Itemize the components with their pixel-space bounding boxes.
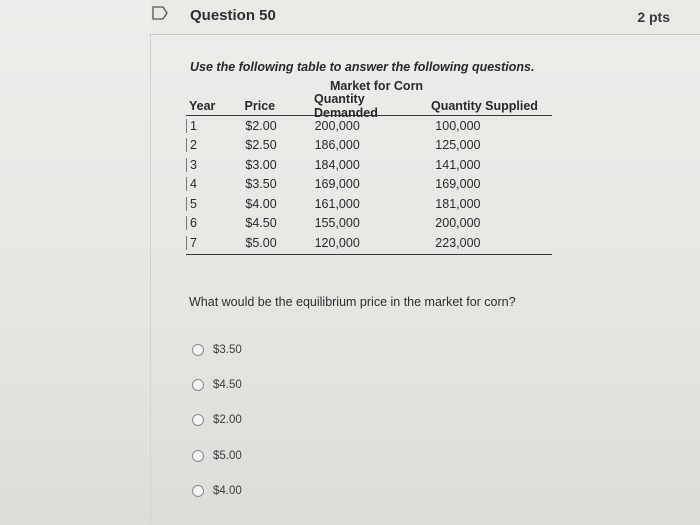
answer-option[interactable] — [192, 414, 242, 426]
answer-option[interactable] — [192, 450, 242, 462]
radio-button[interactable] — [192, 344, 204, 356]
question-title: Question 50 — [190, 7, 276, 24]
cell-year: 7 — [186, 236, 245, 250]
divider — [150, 34, 151, 525]
table-body — [186, 116, 552, 255]
cell-price: $3.00 — [245, 157, 277, 172]
table-row — [186, 233, 552, 253]
cell-quantity-demanded: 161,000 — [314, 196, 360, 211]
cell-quantity-supplied: 141,000 — [435, 157, 481, 172]
flag-icon[interactable] — [152, 6, 168, 20]
table-row — [186, 136, 552, 156]
header-quantity-demanded: Quantity Demanded — [313, 91, 378, 120]
cell-quantity-demanded: 184,000 — [314, 157, 360, 172]
cell-quantity-supplied: 125,000 — [435, 138, 481, 153]
question-points: 2 pts — [637, 9, 670, 25]
header-year: Year — [189, 98, 216, 113]
table-caption: Market for Corn — [330, 79, 424, 93]
radio-button[interactable] — [192, 414, 204, 426]
cell-price: $4.00 — [245, 196, 277, 211]
cell-quantity-supplied: 169,000 — [435, 177, 481, 192]
header-quantity-supplied: Quantity Supplied — [431, 98, 538, 113]
answer-option[interactable] — [192, 379, 242, 391]
cell-price: $5.00 — [245, 235, 277, 250]
cell-price: $2.50 — [245, 138, 277, 153]
cell-quantity-demanded: 186,000 — [314, 138, 360, 153]
question-prompt: What would be the equilibrium price in the market for corn? — [189, 295, 516, 309]
table-header — [186, 91, 552, 120]
table-row — [186, 116, 552, 136]
cell-quantity-demanded: 200,000 — [314, 118, 360, 133]
cell-year: 6 — [186, 216, 245, 230]
cell-quantity-demanded: 120,000 — [314, 235, 360, 250]
table-row — [186, 155, 552, 175]
option-label: $3.50 — [213, 344, 242, 356]
question-instruction: Use the following table to answer the following questions. — [190, 60, 535, 74]
table-row — [186, 175, 552, 195]
radio-button[interactable] — [192, 379, 204, 391]
cell-quantity-supplied: 181,000 — [435, 196, 481, 211]
cell-year: 2 — [186, 138, 245, 152]
market-table — [186, 91, 552, 255]
answer-option[interactable] — [192, 485, 242, 497]
radio-button[interactable] — [192, 485, 204, 497]
cell-year: 3 — [186, 158, 245, 172]
header-price: Price — [244, 98, 276, 113]
cell-year: 4 — [186, 177, 245, 191]
option-label: $4.00 — [213, 485, 242, 497]
cell-price: $3.50 — [245, 177, 277, 192]
option-label: $2.00 — [213, 414, 242, 426]
cell-quantity-supplied: 200,000 — [435, 216, 481, 231]
cell-price: $2.00 — [245, 118, 277, 133]
radio-button[interactable] — [192, 450, 204, 462]
table-row — [186, 194, 552, 214]
option-label: $4.50 — [213, 379, 242, 391]
cell-price: $4.50 — [245, 216, 277, 231]
cell-year: 5 — [186, 197, 245, 211]
cell-quantity-demanded: 169,000 — [314, 177, 360, 192]
cell-quantity-supplied: 223,000 — [435, 235, 481, 250]
answer-option[interactable] — [192, 344, 242, 356]
table-row — [186, 214, 552, 234]
cell-quantity-supplied: 100,000 — [435, 118, 481, 133]
option-label: $5.00 — [213, 450, 242, 462]
cell-quantity-demanded: 155,000 — [314, 216, 360, 231]
cell-year: 1 — [186, 119, 245, 133]
